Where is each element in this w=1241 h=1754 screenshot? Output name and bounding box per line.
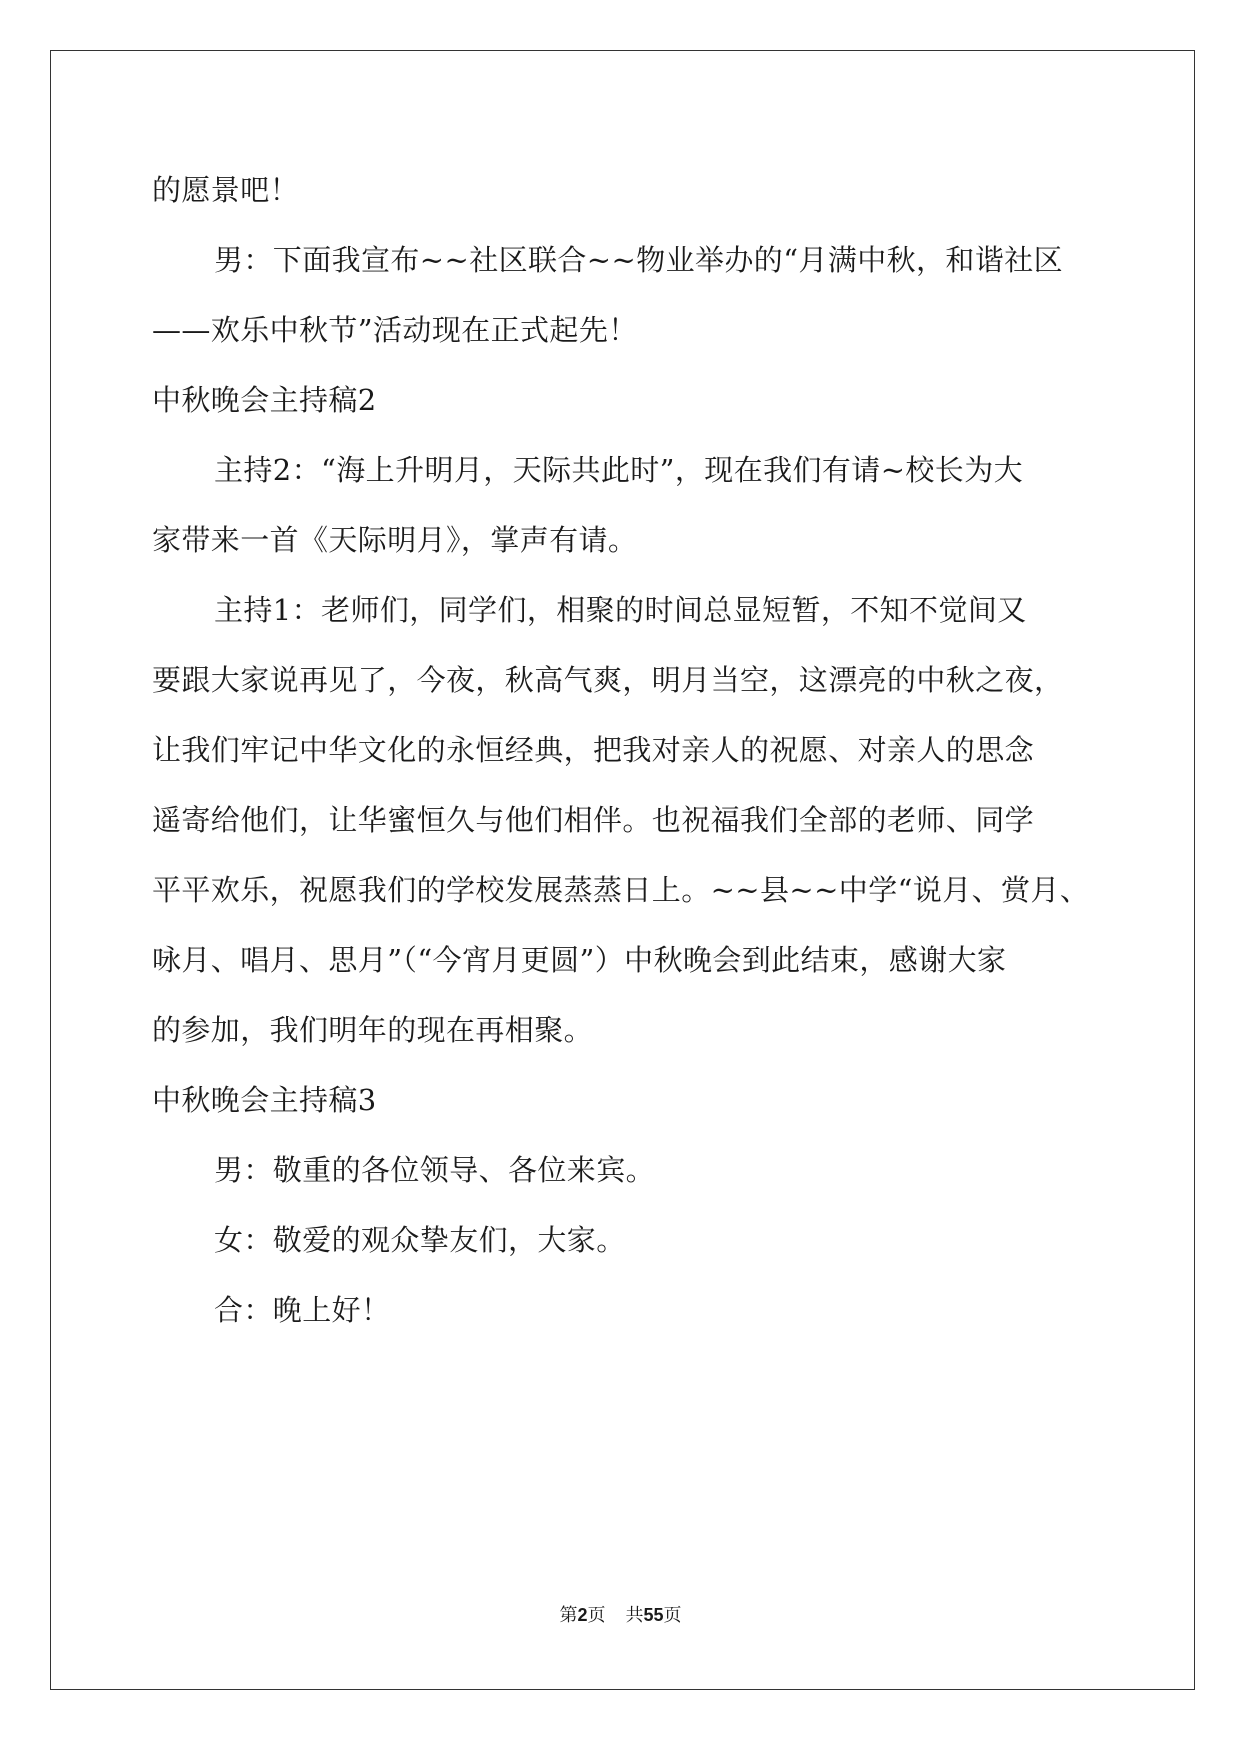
page-prefix: 第 xyxy=(559,1605,578,1626)
paragraph-line: 合：晚上好！ xyxy=(214,1293,391,1327)
total-pages: 55 xyxy=(643,1605,664,1625)
paragraph-line: 男：敬重的各位领导、各位来宾。 xyxy=(214,1153,656,1187)
paragraph-line: 平平欢乐，祝愿我们的学校发展蒸蒸日上。~~县~~中学“说月、赏月、 xyxy=(152,873,1090,907)
page-suffix: 页 xyxy=(587,1605,606,1626)
paragraph-line: 女：敬爱的观众挚友们，大家。 xyxy=(214,1223,626,1257)
section-heading: 中秋晚会主持稿3 xyxy=(152,1083,377,1117)
paragraph-line: 咏月、唱月、思月”（“今宵月更圆”）中秋晚会到此结束，感谢大家 xyxy=(152,943,1007,977)
page-footer xyxy=(0,1604,1241,1627)
page-border xyxy=(50,50,1195,1690)
total-suffix: 页 xyxy=(663,1605,682,1626)
paragraph-line: 让我们牢记中华文化的永恒经典，把我对亲人的祝愿、对亲人的思念 xyxy=(152,733,1035,767)
section-heading: 中秋晚会主持稿2 xyxy=(152,383,377,417)
paragraph-line: 家带来一首《天际明月》，掌声有请。 xyxy=(152,523,638,557)
paragraph-line: 遥寄给他们，让华蜜恒久与他们相伴。也祝福我们全部的老师、同学 xyxy=(152,803,1035,837)
paragraph-line: 要跟大家说再见了，今夜，秋高气爽，明月当空，这漂亮的中秋之夜， xyxy=(152,663,1064,697)
paragraph-line: 主持2：“海上升明月，天际共此时”，现在我们有请~校长为大 xyxy=(214,453,1024,487)
paragraph-line: 的愿景吧！ xyxy=(152,173,300,207)
paragraph-line: 的参加，我们明年的现在再相聚。 xyxy=(152,1013,594,1047)
paragraph-line: 男：下面我宣布~~社区联合~~物业举办的“月满中秋，和谐社区 xyxy=(214,243,1064,277)
page-number: 2 xyxy=(577,1605,588,1625)
paragraph-line: 主持1：老师们，同学们，相聚的时间总显短暂，不知不觉间又 xyxy=(214,593,1027,627)
total-prefix: 共 xyxy=(625,1605,644,1626)
paragraph-line: ——欢乐中秋节”活动现在正式起先！ xyxy=(152,313,638,347)
